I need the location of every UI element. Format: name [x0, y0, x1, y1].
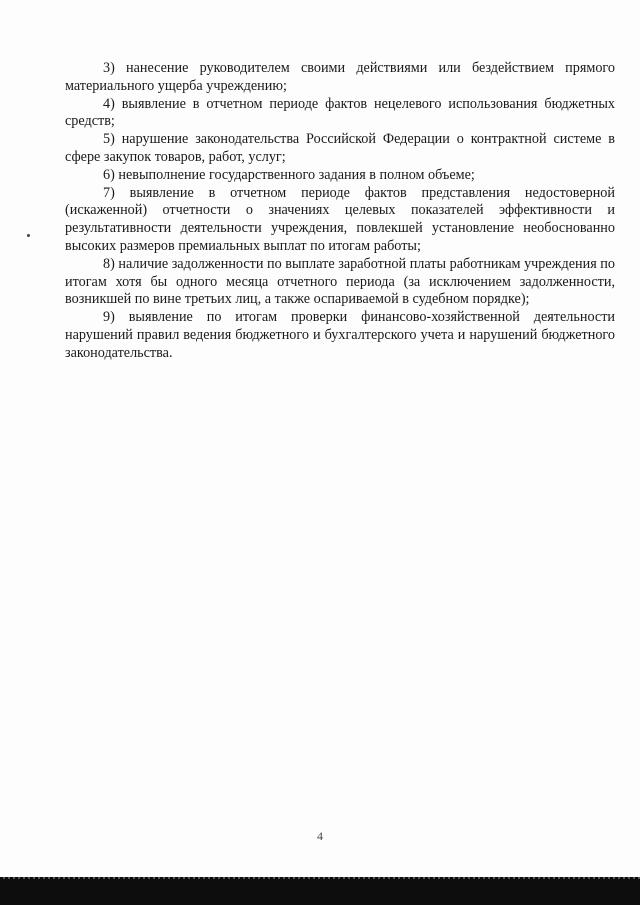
paragraph-item-3: 3) нанесение руководителем своими действиями или бездействием прямого материального ущерба учреждению; [65, 60, 615, 94]
document-body [65, 60, 615, 363]
paragraph-item-4: 4) выявление в отчетном периоде фактов нецелевого использования бюджетных средств; [65, 95, 615, 130]
paragraph-item-7: 7) выявление в отчетном периоде фактов представления недостоверной (искаженной) отчетности о значениях целевых показателей эффективности и результативности деятельности учреждения, повлекшей установление необоснованно высоких размеров премиальных выплат по итогам работы; [65, 184, 615, 254]
paragraph-item-6: 6) невыполнение государственного задания в полном объеме; [103, 166, 475, 183]
paragraph-item-9: 9) выявление по итогам проверки финансово-хозяйственной деятельности нарушений правил ведения бюджетного и бухгалтерского учета и нарушений бюджетного законодательства. [65, 309, 615, 361]
paragraph-item-8: 8) наличие задолженности по выплате заработной платы работникам учреждения по итогам хотя бы одного месяца отчетного периода (за исключением задолженности, возникшей по вине третьих лиц, а также оспариваемой в судебном порядке); [65, 255, 615, 308]
scan-speck [27, 234, 30, 237]
scan-bottom-edge [0, 877, 640, 905]
page-number: 4 [317, 829, 323, 843]
paragraph-item-5: 5) нарушение законодательства Российской Федерации о контрактной системе в сфере закупок товаров, работ, услуг; [65, 131, 615, 165]
